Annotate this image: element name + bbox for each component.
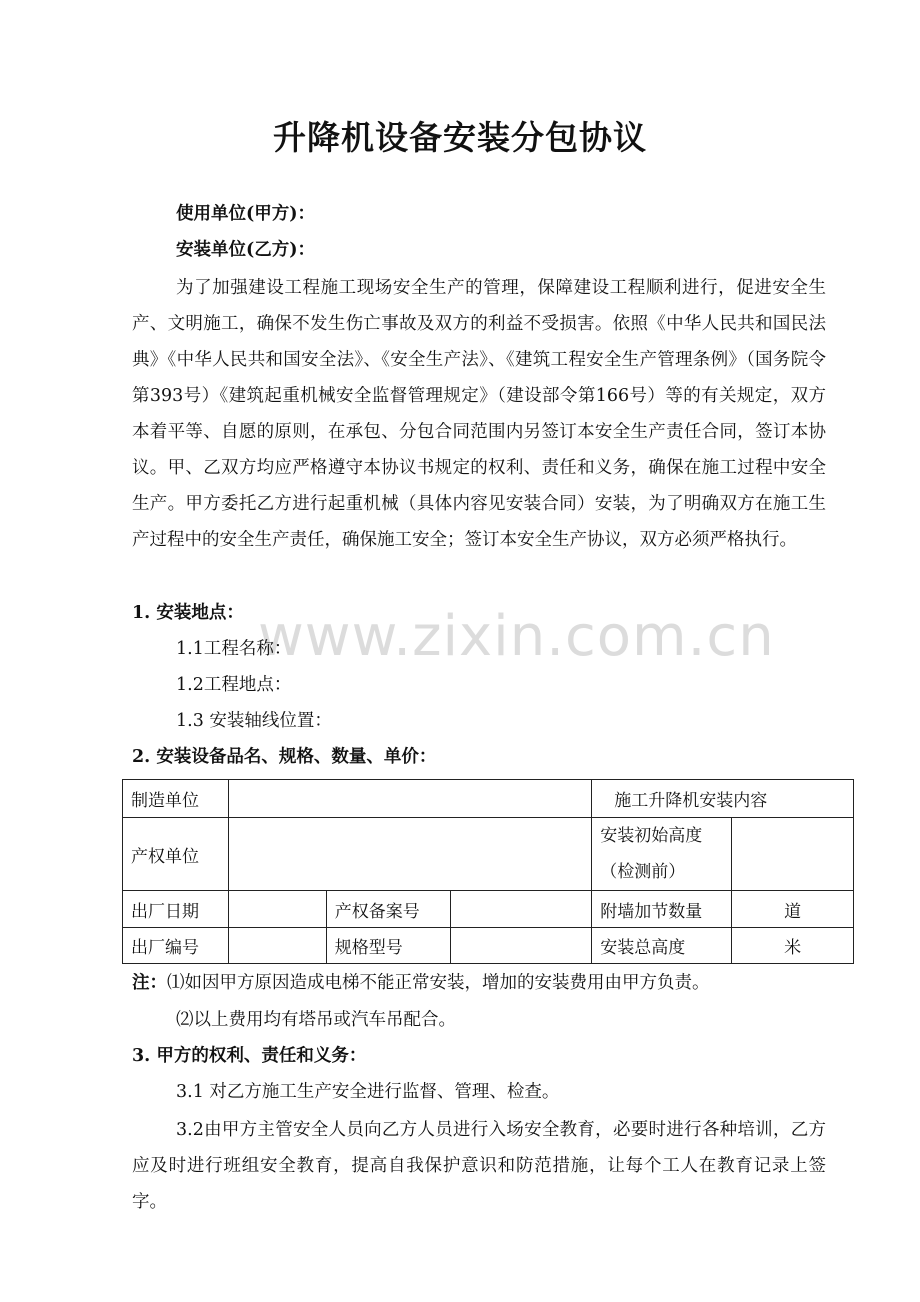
total-height-label: 安装总高度	[592, 928, 732, 964]
wall-tie-unit: 道	[732, 891, 854, 928]
serial-no-label: 出厂编号	[123, 928, 229, 964]
height-unit: 米	[732, 928, 854, 964]
table-row	[123, 780, 854, 818]
project-name-label: 1.1工程名称：	[176, 639, 292, 659]
record-no-label: 产权备案号	[326, 891, 450, 928]
note-label: 注：	[132, 973, 167, 993]
note-1-text: ⑴如因甲方原因造成电梯不能正常安装，增加的安装费用由甲方负责。	[167, 973, 710, 993]
owner-label: 产权单位	[123, 818, 229, 891]
document-title: 升降机设备安装分包协议	[273, 118, 647, 157]
model-label: 规格型号	[326, 928, 450, 964]
factory-date-value	[228, 891, 326, 928]
party-b-label: 安装单位(乙方)：	[176, 240, 316, 260]
wall-tie-count-label: 附墙加节数量	[592, 891, 732, 928]
record-no-value	[450, 891, 592, 928]
note-1	[132, 972, 710, 994]
intro-text: 为了加强建设工程施工现场安全生产的管理，保障建设工程顺利进行，促进安全生产、文明施工，确保不发生伤亡事故及双方的利益不受损害。依照《中华人民共和国民法典》《中华人民共和国安全法》、《安全生产法》、《建筑工程安全生产管理条例》（国务院令第393号）《建筑起重机械安全监督管理规定》（建设部令第166号）等的有关规定，双方本着平等、自愿的原则，在承包、分包合同范围内另签订本安全生产责任合同，签订本协议。甲、乙双方均应严格遵守本协议书规定的权利、责任和义务，确保在施工过程中安全生产。甲方委托乙方进行起重机械（具体内容见安装合同）安装，为了明确双方在施工生产过程中的安全生产责任，确保施工安全；签订本安全生产协议，双方必须严格执行。	[132, 278, 826, 550]
factory-date-label: 出厂日期	[123, 891, 229, 928]
section1-heading: 1. 安装地点：	[132, 603, 244, 623]
note-2: ⑵以上费用均有塔吊或汽车吊配合。	[176, 1010, 456, 1030]
manufacturer-label: 制造单位	[123, 780, 229, 818]
section3-heading: 3. 甲方的权利、责任和义务：	[132, 1046, 367, 1066]
section3-item1: 3.1 对乙方施工生产安全进行监督、管理、检查。	[176, 1082, 560, 1102]
owner-value	[228, 818, 591, 891]
section2-heading: 2. 安装设备品名、规格、数量、单价：	[132, 747, 437, 767]
section3-item2-paragraph	[132, 1112, 826, 1220]
equipment-table	[122, 779, 854, 964]
model-value	[450, 928, 592, 964]
project-location-label: 1.2工程地点：	[176, 675, 292, 695]
install-content-label: 施工升降机安装内容	[592, 780, 854, 818]
manufacturer-value	[228, 780, 591, 818]
axis-position-label: 1.3 安装轴线位置：	[176, 711, 332, 731]
table-row	[123, 928, 854, 964]
serial-no-value	[228, 928, 326, 964]
initial-height-value	[732, 818, 854, 891]
initial-height-label: 安装初始高度（检测前）	[592, 818, 732, 891]
party-a-label: 使用单位(甲方)：	[176, 204, 316, 224]
section3-item2: 3.2由甲方主管安全人员向乙方人员进行入场安全教育，必要时进行各种培训，乙方应及时进行班组安全教育，提高自我保护意识和防范措施，让每个工人在教育记录上签字。	[132, 1120, 826, 1212]
table-row	[123, 891, 854, 928]
table-row	[123, 818, 854, 891]
intro-paragraph	[132, 270, 826, 558]
watermark: www.zixin.com.cn	[258, 604, 775, 669]
